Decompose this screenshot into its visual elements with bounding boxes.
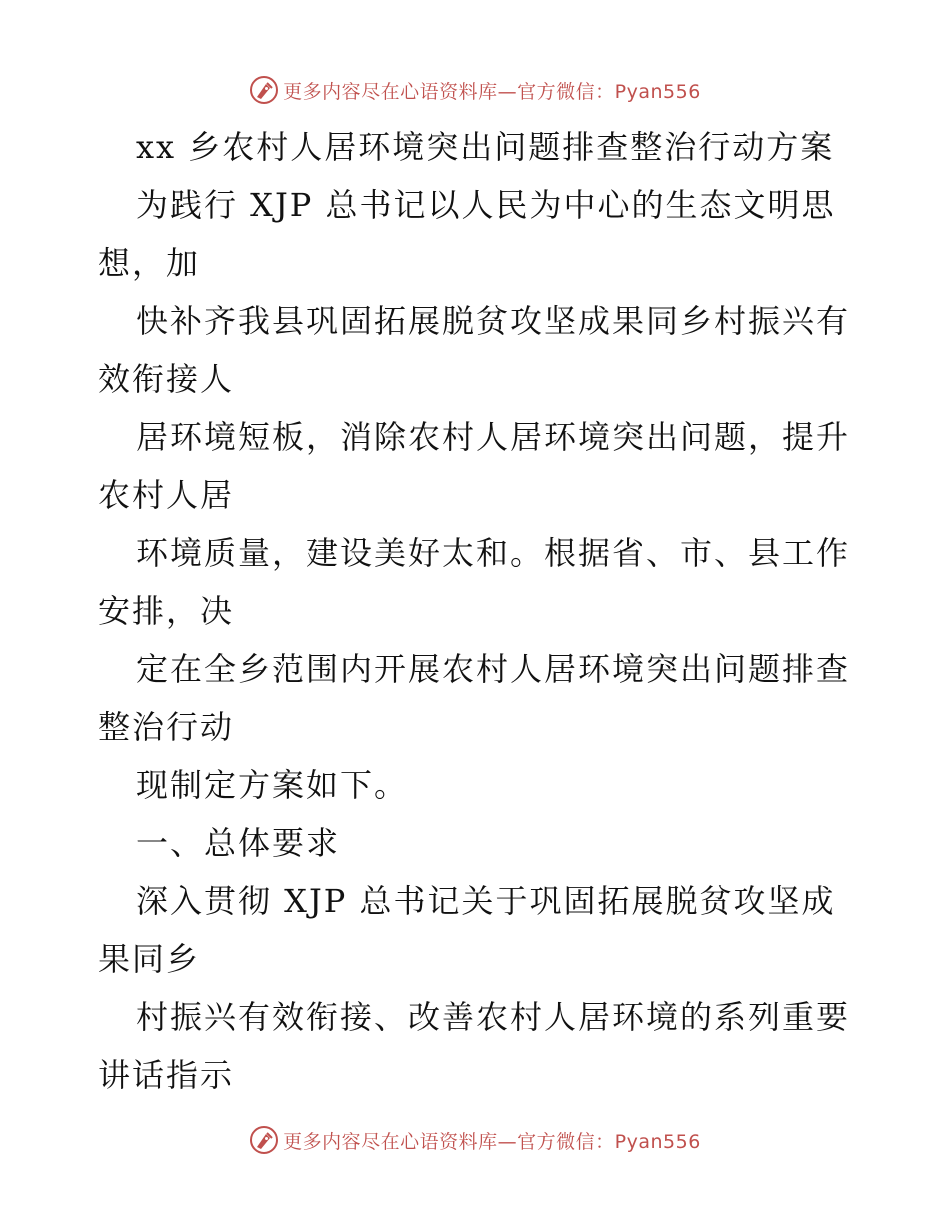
text-line: 一、总体要求 <box>136 824 341 862</box>
text-line: 果同乡 <box>98 940 201 978</box>
document-body <box>98 118 878 1104</box>
pen-nib-logo-icon <box>249 1125 279 1155</box>
text-line: 居环境短板，消除农村人居环境突出问题，提升 <box>136 418 851 456</box>
header-watermark <box>0 70 950 110</box>
text-line: 农村人居 <box>98 476 235 514</box>
text-line: 环境质量，建设美好太和。根据省、市、县工作 <box>136 534 851 572</box>
text-line: 现制定方案如下。 <box>136 766 409 804</box>
footer-watermark <box>0 1120 950 1160</box>
text-line: 想，加 <box>98 244 201 282</box>
text-line: 为践行 XJP 总书记以人民为中心的生态文明思 <box>136 186 836 224</box>
text-line: 深入贯彻 XJP 总书记关于巩固拓展脱贫攻坚成 <box>136 882 836 920</box>
text-line: xx 乡农村人居环境突出问题排查整治行动方案 <box>136 128 835 166</box>
text-line: 快补齐我县巩固拓展脱贫攻坚成果同乡村振兴有 <box>136 302 851 340</box>
text-line: 整治行动 <box>98 708 235 746</box>
text-line: 村振兴有效衔接、改善农村人居环境的系列重要 <box>136 998 851 1036</box>
watermark-text: 更多内容尽在心语资料库—官方微信：Pyan556 <box>283 80 701 103</box>
text-line: 定在全乡范围内开展农村人居环境突出问题排查 <box>136 650 851 688</box>
text-line: 效衔接人 <box>98 360 235 398</box>
pen-nib-logo-icon <box>249 75 279 105</box>
watermark-text: 更多内容尽在心语资料库—官方微信：Pyan556 <box>283 1130 701 1153</box>
text-line: 讲话指示 <box>98 1056 235 1094</box>
text-line: 安排，决 <box>98 592 235 630</box>
